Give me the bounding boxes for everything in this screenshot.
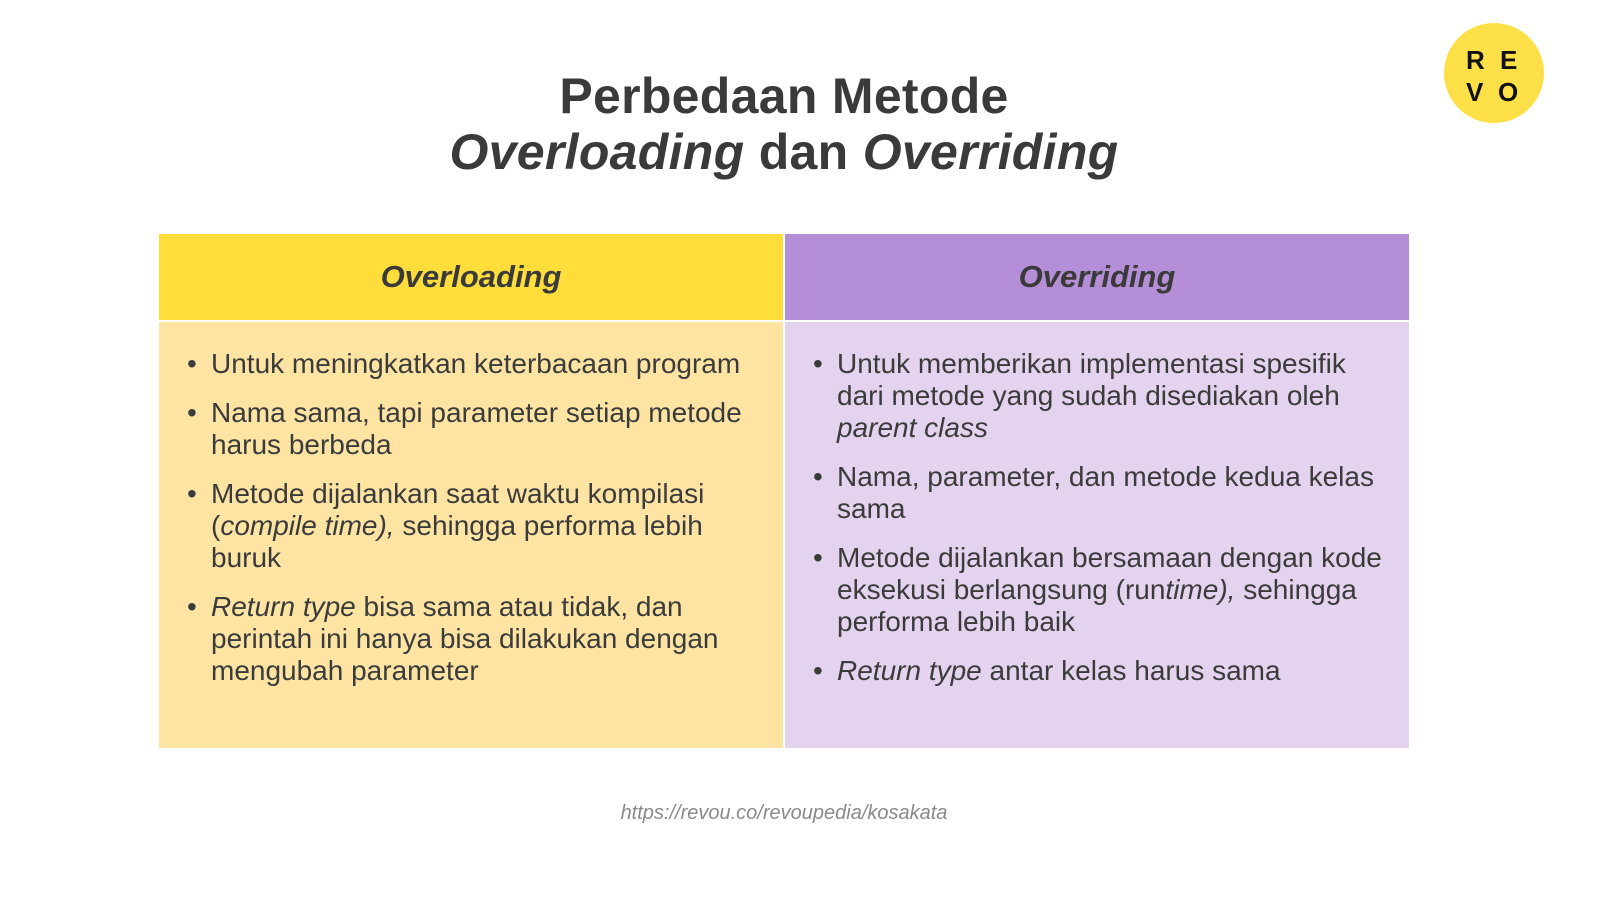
bullet-icon: •	[187, 397, 197, 428]
text-segment: Metode dijalankan saat waktu kompilasi (	[211, 478, 705, 541]
logo-letter: O	[1498, 77, 1519, 107]
overriding-header: Overriding	[785, 234, 1409, 320]
text-segment: bisa sama atau tidak, dan perintah ini hanya bisa dilakukan dengan mengubah parameter	[211, 591, 719, 686]
list-item	[813, 348, 1389, 444]
bullet-icon: •	[187, 591, 197, 622]
comparison-table	[159, 234, 1409, 748]
text-segment: Untuk memberikan implementasi spesifik dari metode yang sudah disediakan oleh	[837, 348, 1346, 411]
list-item	[813, 542, 1389, 638]
text-segment: Untuk meningkatkan keterbacaan program	[211, 348, 741, 379]
revo-logo	[1444, 23, 1544, 123]
title-line-1: Perbedaan Metode	[559, 68, 1009, 124]
bullet-icon: •	[187, 478, 197, 509]
overloading-list	[187, 348, 763, 687]
list-item	[813, 655, 1389, 687]
text-segment: Overloading	[449, 124, 745, 180]
text-segment: time),	[1165, 574, 1236, 605]
text-segment: Return type	[211, 591, 356, 622]
bullet-icon: •	[813, 461, 823, 492]
list-item	[187, 397, 763, 461]
overloading-header: Overloading	[159, 234, 783, 320]
bullet-icon: •	[813, 655, 823, 686]
overriding-body	[785, 322, 1409, 748]
list-item	[187, 591, 763, 687]
list-item	[187, 348, 763, 380]
text-segment: parent class	[837, 412, 988, 443]
text-segment: Overriding	[862, 124, 1119, 180]
bullet-icon: •	[813, 348, 823, 379]
logo-letter: E	[1500, 45, 1518, 75]
text-segment: Nama sama, tapi parameter setiap metode harus berbeda	[211, 397, 742, 460]
text-segment: compile time),	[220, 510, 395, 541]
bullet-icon: •	[187, 348, 197, 379]
list-item	[813, 461, 1389, 525]
source-url: https://revou.co/revoupedia/kosakata	[620, 802, 948, 824]
logo-letter: R	[1466, 45, 1485, 75]
bullet-icon: •	[813, 542, 823, 573]
text-segment: antar kelas harus sama	[981, 655, 1281, 686]
overloading-body	[159, 322, 783, 748]
logo-letter: V	[1466, 77, 1484, 107]
title-line-2	[0, 124, 1568, 180]
text-segment: dan	[744, 124, 863, 180]
overriding-list	[813, 348, 1389, 687]
text-segment: Return type	[837, 655, 982, 686]
page-title	[0, 68, 1568, 180]
text-segment: Metode dijalankan bersamaan dengan kode eksekusi berlangsung (run	[837, 542, 1382, 605]
text-segment: Nama, parameter, dan metode kedua kelas sama	[837, 461, 1374, 524]
text-segment: sehingga performa lebih baik	[837, 574, 1357, 637]
list-item	[187, 478, 763, 574]
text-segment: sehingga performa lebih buruk	[211, 510, 703, 573]
